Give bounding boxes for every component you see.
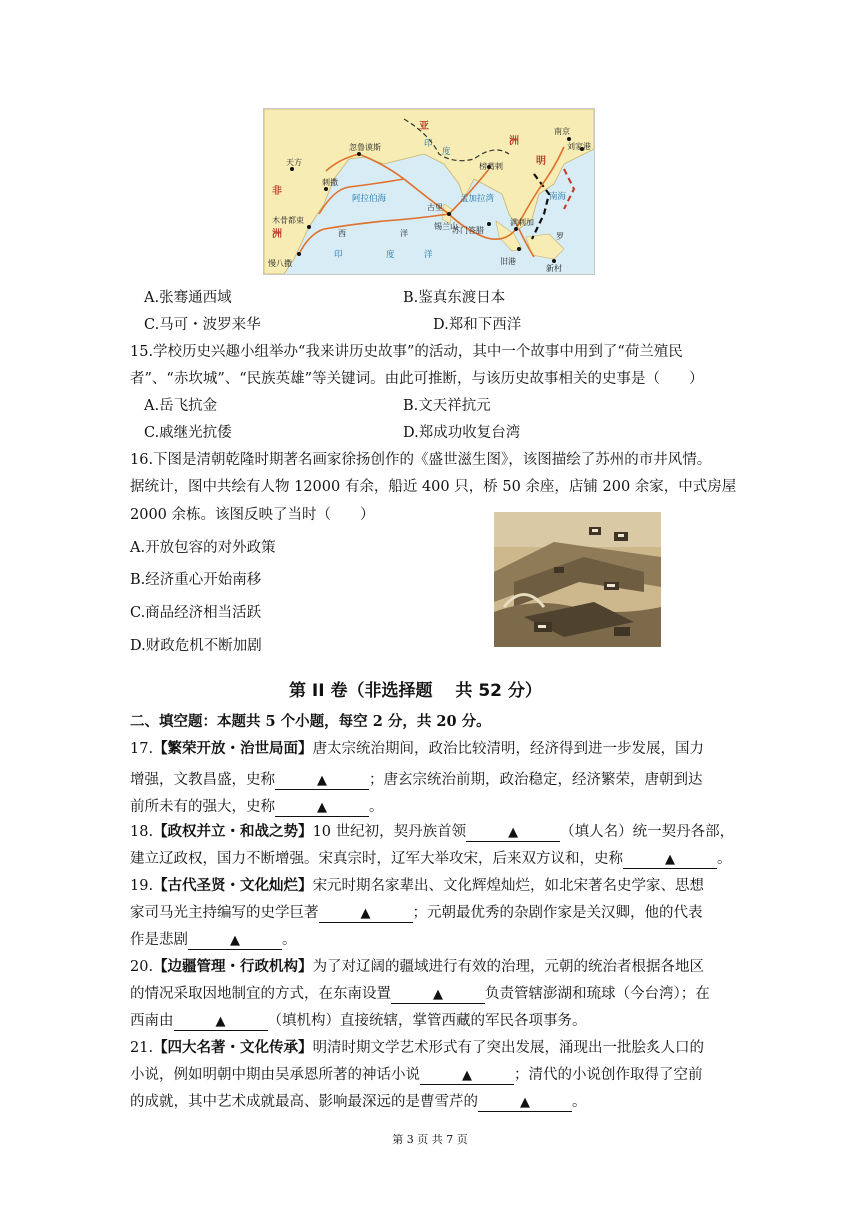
map-label: 印 <box>424 139 433 149</box>
map-label: 度 <box>386 250 395 260</box>
q18-line1 <box>130 822 734 842</box>
q20-text: 西南由 <box>130 1013 174 1029</box>
answer-blank[interactable]: ▲ <box>623 852 717 869</box>
map-label: 榜葛剌 <box>479 162 503 171</box>
q20-theme: 【边疆管理・行政机构】 <box>153 958 313 975</box>
shengshi-zisheng-painting <box>494 512 661 647</box>
q14-option-d: D.郑和下西洋 <box>433 317 522 333</box>
q19-text: ；元朝最优秀的杂剧作家是关汉卿，他的代表 <box>412 905 703 921</box>
q18-text: 建立辽政权，国力不断增强。宋真宗时，辽军大举攻宋，后来双方议和，史称 <box>130 851 623 867</box>
answer-blank[interactable]: ▲ <box>319 906 413 923</box>
map-label: 苏门答腊 <box>452 226 484 235</box>
answer-blank[interactable]: ▲ <box>420 1068 514 1085</box>
map-label: 慢八撒 <box>268 259 292 268</box>
q19-line2 <box>130 903 703 923</box>
answer-blank[interactable]: ▲ <box>275 773 369 790</box>
q16-option-a: A.开放包容的对外政策 <box>130 540 276 556</box>
q20-text: 负责管辖澎湖和琉球（今台湾）；在 <box>485 986 710 1002</box>
map-label: 印 <box>334 250 343 260</box>
map-label: 刘家港 <box>567 142 591 151</box>
q20-text: 为了对辽阔的疆域进行有效的治理，元朝的统治者根据各地区 <box>312 959 705 975</box>
map-label: 旧港 <box>500 257 516 266</box>
map-label: 刺撒 <box>322 178 338 187</box>
q21-theme: 【四大名著・文化传承】 <box>153 1039 313 1056</box>
q21-text: 的成就，其中艺术成就最高、影响最深远的是曹雪芹的 <box>130 1094 478 1110</box>
q17-text: 唐太宗统治期间，政治比较清明，经济得到进一步发展，国力 <box>312 741 705 757</box>
map-label: 南京 <box>554 127 570 136</box>
q21-line1 <box>130 1038 704 1058</box>
q16-option-d: D.财政危机不断加剧 <box>130 638 262 654</box>
map-label: 锡兰山 <box>434 222 458 231</box>
q17-line2 <box>130 770 703 790</box>
q17-number: 17. <box>130 741 154 757</box>
q20-text: 的情况采取因地制宜的方式，在东南设置 <box>130 986 391 1002</box>
q19-number: 19. <box>130 878 154 894</box>
q16-stem-line1: 16.下图是清朝乾隆时期著名画家徐扬创作的《盛世滋生图》，该图描绘了苏州的市井风情。 <box>130 452 712 468</box>
q21-text: 。 <box>572 1094 587 1110</box>
q20-line1 <box>130 957 704 977</box>
map-label: 古里 <box>427 203 443 212</box>
q19-theme: 【古代圣贤・文化灿烂】 <box>153 877 313 894</box>
q14-option-b: B.鉴真东渡日本 <box>403 290 506 306</box>
map-label: 洋 <box>424 250 433 260</box>
q21-text: ；清代的小说创作取得了空前 <box>514 1067 703 1083</box>
q15-stem-line1: 15.学校历史兴趣小组举办“我来讲历史故事”的活动，其中一个故事中用到了“荷兰殖民 <box>130 344 683 360</box>
q14-option-a: A.张骞通西域 <box>144 290 232 306</box>
q17-text: 。 <box>369 799 384 815</box>
q20-line3 <box>130 1011 587 1031</box>
map-label: 西 <box>338 229 346 238</box>
map-label: 亚 <box>419 121 429 132</box>
map-label: 洲 <box>272 229 282 240</box>
q17-line3 <box>130 797 384 817</box>
q16-option-c: C.商品经济相当活跃 <box>130 605 262 621</box>
q19-text: 作是悲剧 <box>130 932 188 948</box>
answer-blank[interactable]: ▲ <box>466 825 560 842</box>
map-label: 新村 <box>546 264 562 273</box>
q15-option-c: C.戚继光抗倭 <box>144 425 232 441</box>
q19-line1 <box>130 876 704 896</box>
q20-line2 <box>130 984 710 1004</box>
q21-line3 <box>130 1092 587 1112</box>
q21-number: 21. <box>130 1040 154 1056</box>
q17-theme: 【繁荣开放・治世局面】 <box>153 740 313 757</box>
q17-text: 前所未有的强大，史称 <box>130 799 275 815</box>
map-label: 木骨都束 <box>272 216 304 225</box>
q17-text: 增强，文教昌盛，史称 <box>130 772 275 788</box>
map-label: 度 <box>442 147 451 157</box>
map-label: 天方 <box>286 158 302 167</box>
map-label: 洲 <box>509 136 519 147</box>
map-label: 满剌加 <box>510 218 534 227</box>
map-label: 忽鲁谟斯 <box>349 143 381 152</box>
map-label: 明 <box>536 156 546 167</box>
q17-text: ；唐玄宗统治前期，政治稳定，经济繁荣，唐朝到达 <box>369 772 703 788</box>
part2-title: 第 II 卷（非选择题 共 52 分） <box>289 681 542 701</box>
map-label: 罗 <box>556 232 564 241</box>
page-footer: 第 3 页 共 7 页 <box>392 1133 468 1146</box>
q19-text: 宋元时期名家辈出、文化辉煌灿烂，如北宋著名史学家、思想 <box>312 878 705 894</box>
section2-heading: 二、填空题：本题共 5 个小题，每空 2 分，共 20 分。 <box>130 713 491 730</box>
zheng-he-voyage-map <box>263 108 595 275</box>
painting-svg <box>494 512 661 647</box>
map-label: 洋 <box>400 229 408 238</box>
q19-text: 家司马光主持编写的史学巨著 <box>130 905 319 921</box>
q21-text: 小说，例如明朝中期由吴承恩所著的神话小说 <box>130 1067 420 1083</box>
map-label: 非 <box>272 186 282 197</box>
q18-text: （填人名）统一契丹各部， <box>560 824 735 840</box>
q19-line3 <box>130 930 297 950</box>
q15-option-b: B.文天祥抗元 <box>403 398 491 414</box>
q18-number: 18. <box>130 824 154 840</box>
q15-stem-line2: 者”、“赤坎城”、“民族英雄”等关键词。由此可推断，与该历史故事相关的史事是（ ） <box>130 371 704 387</box>
answer-blank[interactable]: ▲ <box>478 1095 572 1112</box>
q19-text: 。 <box>282 932 297 948</box>
answer-blank[interactable]: ▲ <box>174 1014 268 1031</box>
map-label: 阿拉伯海 <box>352 194 387 204</box>
q15-option-a: A.岳飞抗金 <box>144 398 218 414</box>
q20-number: 20. <box>130 959 154 975</box>
q18-theme: 【政权并立・和战之势】 <box>153 823 313 840</box>
q21-text: 明清时期文学艺术形式有了突出发展，涌现出一批脍炙人口的 <box>312 1040 705 1056</box>
answer-blank[interactable]: ▲ <box>275 800 369 817</box>
q17-line1 <box>130 739 704 759</box>
q14-option-c: C.马可・波罗来华 <box>144 317 261 333</box>
q15-option-d: D.郑成功收复台湾 <box>403 425 521 441</box>
q18-text: 。 <box>717 851 732 867</box>
answer-blank[interactable]: ▲ <box>391 987 485 1004</box>
map-svg <box>264 109 594 274</box>
q16-option-b: B.经济重心开始南移 <box>130 572 262 588</box>
q21-line2 <box>130 1065 703 1085</box>
q18-text: 10 世纪初，契丹族首领 <box>312 824 467 840</box>
map-label: 南海 <box>549 192 567 202</box>
map-label: 孟加拉湾 <box>460 194 495 204</box>
q20-text: （填机构）直接统辖，掌管西藏的军民各项事务。 <box>267 1013 587 1029</box>
q16-stem-line3: 2000 余栋。该图反映了当时（ ） <box>130 507 375 523</box>
answer-blank[interactable]: ▲ <box>188 933 282 950</box>
q16-stem-line2: 据统计，图中共绘有人物 12000 有余，船近 400 只，桥 50 余座，店铺 200 余家，中式房屋 <box>130 479 737 495</box>
q18-line2 <box>130 849 732 869</box>
